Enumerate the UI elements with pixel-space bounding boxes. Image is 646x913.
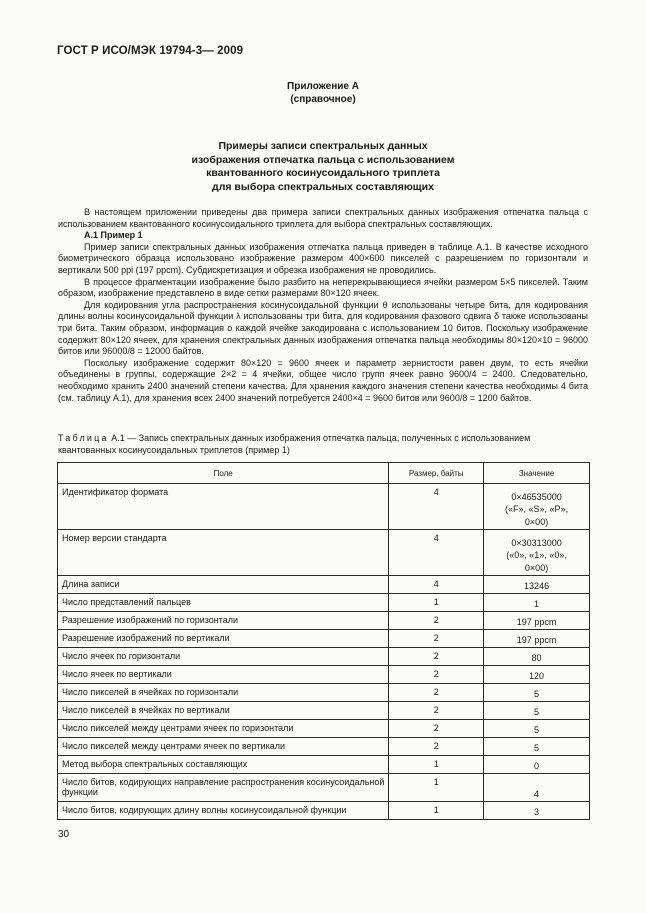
value-cell (484, 648, 590, 666)
size-cell: 1 (389, 756, 484, 774)
table-row (58, 630, 590, 648)
size-cell: 4 (389, 530, 484, 576)
table-row (58, 802, 590, 820)
table-row (58, 666, 590, 684)
field-cell: Число пикселей между центрами ячеек по вертикали (58, 738, 389, 756)
field-cell: Число битов, кодирующих длину волны косинусоидальной функции (58, 802, 389, 820)
table-row (58, 594, 590, 612)
value-cell (484, 774, 590, 802)
field-cell: Метод выбора спектральных составляющих (58, 756, 389, 774)
appendix-heading (0, 80, 646, 106)
size-cell: 2 (389, 702, 484, 720)
field-cell: Разрешение изображений по горизонтали (58, 612, 389, 630)
table-caption-text: А.1 — Запись спектральных данных изображения отпечатка пальца, полученных с использованием квантованных косинусоидальных триплетов (пример 1) (58, 433, 531, 455)
field-cell: Число ячеек по вертикали (58, 666, 389, 684)
title-line: Примеры записи спектральных данных (218, 140, 428, 152)
table-row (58, 702, 590, 720)
field-cell: Число представлений пальцев (58, 594, 389, 612)
value-line: 5 (534, 742, 540, 753)
column-header: Поле (58, 463, 389, 484)
appendix-kind: (справочное) (290, 94, 356, 105)
body-text (58, 207, 588, 404)
size-cell: 2 (389, 630, 484, 648)
table-caption (58, 432, 588, 456)
size-cell: 2 (389, 720, 484, 738)
value-line: 5 (534, 724, 540, 735)
field-cell: Число пикселей в ячейках по вертикали (58, 702, 389, 720)
field-cell: Число ячеек по горизонтали (58, 648, 389, 666)
value-line: 3 (534, 806, 540, 817)
data-table (57, 462, 590, 820)
size-cell: 2 (389, 666, 484, 684)
paragraph: Поскольку изображение содержит 80×120 = 9600 ячеек и параметр зернистости равен двум, то есть ячейки объединены в группы, содержащие 2×2 = 4 ячейки, общее число групп ячеек равно 9600/4 = 2400. Следовательно, необходимо хранить 2400 значений степени качества. Для хранения каждого значения степени качества необходимы 4 бита (см. таблицу А.1), для хранения всех 2400 значений потребуется 2400×4 = 9600 битов или 9600/8 = 1200 байтов. (58, 357, 588, 403)
size-cell: 2 (389, 648, 484, 666)
size-cell: 1 (389, 594, 484, 612)
field-cell: Разрешение изображений по вертикали (58, 630, 389, 648)
value-cell (484, 684, 590, 702)
table-header-row (58, 463, 590, 484)
table-body (58, 484, 590, 820)
paragraph: Для кодирования угла распространения косинусоидальной функции θ использованы четыре бита, для кодирования длины волны косинусоидальной функции λ использованы три бита, для кодирования фазового сдвига δ также использованы три бита. Таким образом, информация о каждой ячейке закодирована с использованием 10 битов. Поскольку изображение содержит 80×120 ячеек, для хранения спектральных данных изображения отпечатка пальца необходимы 80×120×10 = 96000 битов или 96000/8 = 12000 байтов. (58, 299, 588, 357)
field-cell: Длина записи (58, 576, 389, 594)
example-heading: А.1 Пример 1 (84, 230, 143, 241)
value-line: 4 (534, 788, 540, 799)
size-cell: 2 (389, 684, 484, 702)
value-cell (484, 530, 590, 576)
field-cell: Идентификатор формата (58, 484, 389, 530)
intro-paragraph: В настоящем приложении приведены два примера записи спектральных данных изображения отпечатка пальца с использованием квантованного косинусоидального триплета для выбора спектральных составляющих. (58, 207, 588, 229)
appendix-title (0, 140, 646, 194)
size-cell: 2 (389, 612, 484, 630)
value-cell (484, 756, 590, 774)
title-line: квантованного косинусоидального триплета (206, 167, 440, 179)
table-row (58, 612, 590, 630)
column-header: Размер, байты (389, 463, 484, 484)
value-cell (484, 720, 590, 738)
value-line: 0×00) (524, 516, 549, 527)
value-cell (484, 738, 590, 756)
size-cell: 4 (389, 484, 484, 530)
table-row (58, 720, 590, 738)
table-row (58, 684, 590, 702)
paragraph: Пример записи спектральных данных изображения отпечатка пальца приведен в таблице А.1. В качестве исходного биометрического образца использовано изображение размером 400×600 пикселей с разрешением по горизонтали и вертикали 500 ppi (197 ppcm). Субдискретизация и обрезка изображения не проводились. (58, 241, 588, 275)
table-row (58, 576, 590, 594)
value-cell (484, 576, 590, 594)
value-cell (484, 594, 590, 612)
table-row (58, 530, 590, 576)
field-cell: Номер версии стандарта (58, 530, 389, 576)
table-row (58, 774, 590, 802)
column-header: Значение (484, 463, 590, 484)
table-caption-lead: Таблица (58, 433, 109, 443)
page-number: 30 (58, 829, 70, 840)
table-row (58, 484, 590, 530)
appendix-label: Приложение А (287, 81, 359, 92)
value-cell (484, 802, 590, 820)
field-cell: Число пикселей в ячейках по горизонтали (58, 684, 389, 702)
table-row (58, 756, 590, 774)
value-line: 80 (531, 652, 542, 663)
value-line: («0», «1», «0», (506, 550, 567, 560)
value-cell (484, 702, 590, 720)
value-line: 1 (534, 598, 540, 609)
value-line: 0 (534, 760, 540, 771)
title-line: изображения отпечатка пальца с использованием (191, 153, 455, 166)
value-line: 0×00) (524, 562, 549, 573)
document-header: ГОСТ Р ИСО/МЭК 19794-3— 2009 (57, 45, 244, 57)
table-row (58, 738, 590, 756)
value-line: 197 ppcm (516, 616, 557, 627)
value-line: 197 ppcm (516, 634, 557, 645)
title-line: для выбора спектральных составляющих (212, 180, 434, 193)
paragraph: В процессе фрагментации изображение было разбито на неперекрывающиеся ячейки размером 5×5 пикселей. Таким образом, изображение представлено в виде сетки размерами 80×120 ячеек. (58, 276, 588, 299)
value-cell (484, 612, 590, 630)
size-cell: 2 (389, 738, 484, 756)
table-row (58, 648, 590, 666)
value-line: 0×46535000 (511, 491, 562, 502)
value-line: 5 (534, 706, 540, 717)
size-cell: 1 (389, 774, 484, 802)
size-cell: 1 (389, 802, 484, 820)
size-cell: 4 (389, 576, 484, 594)
field-cell: Число битов, кодирующих направление распространения косинусоидальной функции (58, 774, 389, 802)
value-cell (484, 484, 590, 530)
value-cell (484, 666, 590, 684)
value-cell (484, 630, 590, 648)
value-line: 0×30313000 (511, 537, 562, 548)
value-line: 120 (529, 670, 545, 681)
value-line: 5 (534, 688, 540, 699)
field-cell: Число пикселей между центрами ячеек по горизонтали (58, 720, 389, 738)
value-line: 13246 (524, 580, 550, 591)
value-line: («F», «S», «P», (505, 504, 569, 514)
